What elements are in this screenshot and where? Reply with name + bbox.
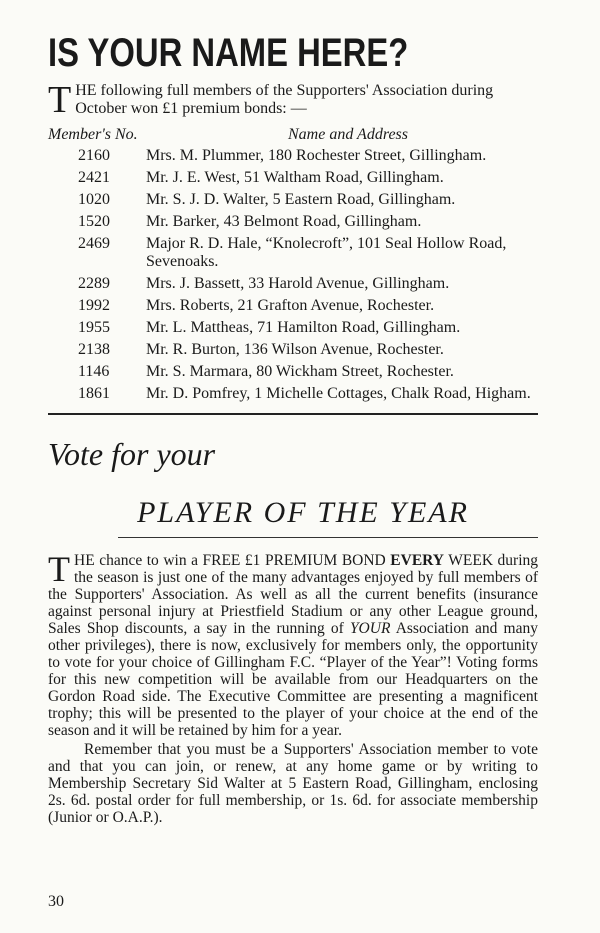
table-row	[48, 213, 538, 231]
member-number: 2289	[78, 275, 110, 292]
member-number: 2421	[78, 169, 110, 186]
member-name-address: Major R. D. Hale, “Knolecroft”, 101 Seal Hollow Road, Sevenoaks.	[146, 235, 507, 270]
page	[48, 30, 538, 826]
article-paragraph-1	[48, 549, 539, 739]
member-name-address: Mr. Barker, 43 Belmont Road, Gillingham.	[146, 213, 422, 230]
member-number: 2469	[78, 235, 110, 252]
drop-cap: T	[48, 79, 72, 121]
member-name-address: Mr. S. J. D. Walter, 5 Eastern Road, Gillingham.	[146, 191, 456, 208]
table-row	[48, 341, 538, 359]
member-name-address: Mrs. Roberts, 21 Grafton Avenue, Rochester.	[146, 297, 435, 314]
table-row	[48, 191, 538, 209]
member-name-address: Mr. J. E. West, 51 Waltham Road, Gillingham.	[146, 169, 444, 186]
player-of-year-heading: PLAYER OF THE YEAR	[137, 496, 469, 529]
winners-list	[48, 147, 538, 403]
member-name-address: Mr. R. Burton, 136 Wilson Avenue, Rochester.	[146, 341, 444, 358]
member-name-address: Mr. L. Mattheas, 71 Hamilton Road, Gillingham.	[146, 319, 461, 336]
member-name-address: Mrs. M. Plummer, 180 Rochester Street, Gillingham.	[146, 147, 487, 164]
table-row	[48, 319, 538, 337]
col-member-no: Member's No.	[48, 126, 138, 143]
article-text-c: Association and many other privileges), there is now, exclusively for members only, the opportunity to vote for your choice of Gillingham F.C. “Player of the Year”! Voting forms for this new competition will be available from our Headquarters on the Gordon Road side. The Executive Committee are presenting a magnificent trophy; this will be presented to the player of your choice at the end of the season and it will be retained by him for a year.	[48, 620, 538, 739]
member-number: 1955	[78, 319, 110, 336]
page-number: 30	[48, 893, 64, 910]
member-number: 1520	[78, 213, 110, 230]
table-row	[48, 297, 538, 315]
member-number: 1861	[78, 385, 110, 402]
table-row	[48, 385, 538, 403]
article-text-a: HE chance to win a FREE £1 PREMIUM BOND	[74, 552, 391, 569]
member-number: 1146	[78, 363, 110, 380]
member-name-address: Mr. S. Marmara, 80 Wickham Street, Rochester.	[146, 363, 454, 380]
member-number: 1020	[78, 191, 110, 208]
member-number: 1992	[78, 297, 110, 314]
section-divider	[48, 413, 538, 415]
headline: IS YOUR NAME HERE?	[48, 31, 409, 75]
winners-table-header	[48, 126, 538, 144]
col-name-address: Name and Address	[288, 126, 408, 143]
intro-text: HE following full members of the Supporters' Association during October won £1 premium bonds: —	[75, 82, 494, 117]
table-row	[48, 275, 538, 293]
article-paragraph-2: Remember that you must be a Supporters' Association member to vote and that you can join, or renew, at any home game or by writing to Membership Secretary Sid Walter at 5 Eastern Road, Gillingham, enclosing 2s. 6d. postal order for full membership, or 1s. 6d. for associate membership (Junior or O.A.P.).	[48, 741, 538, 826]
member-number: 2138	[78, 341, 110, 358]
member-name-address: Mrs. J. Bassett, 33 Harold Avenue, Gillingham.	[146, 275, 450, 292]
table-row	[48, 169, 538, 187]
vote-heading: Vote for your	[48, 436, 216, 472]
table-row	[48, 235, 538, 271]
member-name-address: Mr. D. Pomfrey, 1 Michelle Cottages, Chalk Road, Higham.	[146, 385, 531, 402]
table-row	[48, 363, 538, 381]
intro-paragraph	[48, 79, 538, 121]
heading-underline	[118, 537, 538, 538]
article-text-b: WEEK during the season is just one of the many advantages enjoyed by full members of the Supporters' Association. As well as all the current benefits (insurance against personal injury at Priestfield Stadium or any other League ground, Sales Shop discounts, a say in the running of	[48, 552, 539, 637]
article-drop-cap: T	[48, 549, 70, 589]
member-number: 2160	[78, 147, 110, 164]
article-bold-every: EVERY	[390, 552, 444, 569]
article-italic-your: YOUR	[349, 620, 391, 637]
table-row	[48, 147, 538, 165]
